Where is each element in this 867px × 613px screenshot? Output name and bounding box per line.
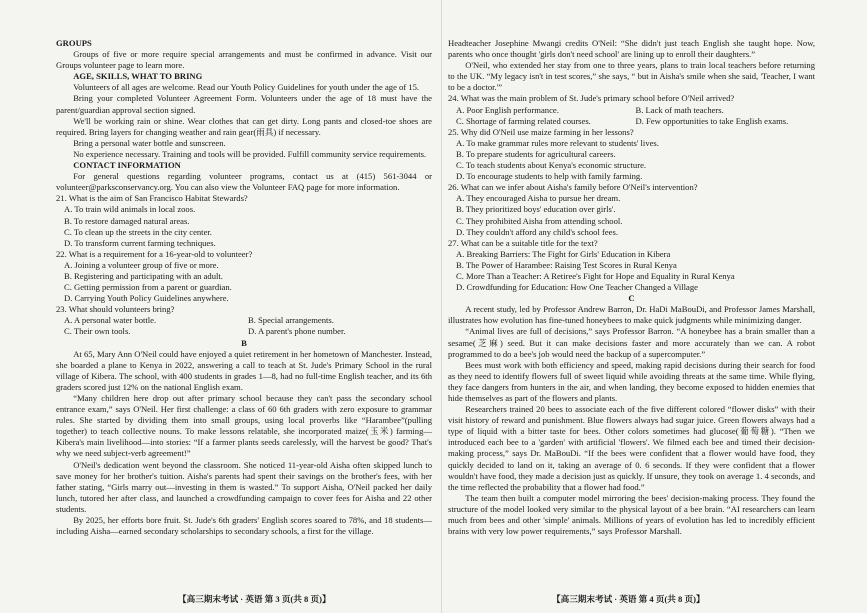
option-text: A. Poor English performance. xyxy=(456,104,559,115)
section-heading: GROUPS xyxy=(56,38,92,48)
option-text: C. Shortage of farming related courses. xyxy=(456,115,591,126)
paragraph: The team then built a computer model mirroring the bees' decision-making process. They found the structure of the model looked very similar to the physical layout of a bee brain. “AI researchers can learn much from bees and other 'simple' animals. Millions of years of evolution has led to incredibly efficient brains with very low power requirements,” says Professor Marshall. xyxy=(448,492,815,537)
option-text: B. Registering and participating with an adult. xyxy=(64,270,223,281)
option-text: A. Breaking Barriers: The Fight for Girls' Education in Kibera xyxy=(456,248,671,259)
paragraph: We'll be working rain or shine. Wear clothes that can get dirty. Long pants and closed-toe shoes are required. Bring layers for changing weather and rain gear(雨具) if necessary. xyxy=(56,115,432,137)
paragraph: Bring your completed Volunteer Agreement Form. Volunteers under the age of 18 must have the parent/guardian approval section signed. xyxy=(56,93,432,115)
paragraph: Bring a personal water bottle and sunscreen. xyxy=(73,137,226,148)
paragraph: Groups of five or more require special arrangements and must be confirmed in advance. Visit our Groups volunteer page to learn more. xyxy=(56,49,432,71)
paragraph: At 65, Mary Ann O'Neil could have enjoyed a quiet retirement in her hometown of Manchester. Instead, she boarded a plane to Kenya in 2022, answering a call to teach at St. Jude's Primary School in the rural village of Kibera. The school, with 400 students in grades 1—8, had no full-time English teacher, and its 6th graders scored just 12% on the national English exam. xyxy=(56,348,432,392)
page-fold-divider xyxy=(441,0,442,613)
paragraph: Volunteers of all ages are welcome. Read our Youth Policy Guidelines for youth under the age of 15. xyxy=(73,82,420,93)
option-text: A. They encouraged Aisha to pursue her dream. xyxy=(456,193,621,204)
option-text: D. Few opportunities to take English exams. xyxy=(635,115,789,126)
paragraph: No experience necessary. Training and tools will be provided. Fulfill community service requirements. xyxy=(73,148,427,159)
question: 25. Why did O'Neil use maize farming in her lessons? xyxy=(448,126,634,137)
question: 23. What should volunteers bring? xyxy=(56,304,175,315)
paragraph: “Animal lives are full of decisions,” says Professor Barron. “A honeybee has a brain smaller than a sesame(芝麻) seed. But it can make decisions faster and more accurately than we can. A robot programmed to do a bee's job would need the backup of a supercomputer.” xyxy=(448,326,815,359)
option-text: D. Crowdfunding for Education: How One Teacher Changed a Village xyxy=(456,282,698,293)
option-text: D. To encourage students to help with family farming. xyxy=(456,171,643,182)
left-page-footer: 【高三期末考试 · 英语 第 3 页(共 8 页)】 xyxy=(178,594,331,604)
left-column xyxy=(56,38,432,585)
option-text: C. To teach students about Kenya's economic structure. xyxy=(456,160,647,171)
passage-label: C xyxy=(628,293,635,304)
paragraph: Headteacher Josephine Mwangi credits O'Neil: “She didn't just teach English she taught hope. Now, parents who once thought 'girls don't need school' are lining up to enroll their daughters.” xyxy=(448,38,815,60)
question: 22. What is a requirement for a 16-year-old to volunteer? xyxy=(56,248,253,259)
option-text: C. They prohibited Aisha from attending school. xyxy=(456,215,623,226)
option-text: B. Special arrangements. xyxy=(248,315,334,326)
question: 24. What was the main problem of St. Jude's primary school before O'Neil arrived? xyxy=(448,93,735,104)
option-text: A. To train wild animals in local zoos. xyxy=(64,204,196,215)
paragraph: O'Neil, who extended her stay from one to three years, plans to train local teachers before returning to the UK. “My legacy isn't in test scores,” she says, “ but in Aisha's smile when she said, 'Teacher, I want to be a doctor.'” xyxy=(448,60,815,93)
option-text: B. They prioritized boys' education over girls'. xyxy=(456,204,616,215)
option-row xyxy=(56,326,432,337)
option-text: A. A personal water bottle. xyxy=(64,315,157,326)
option-row xyxy=(56,315,432,326)
option-row xyxy=(448,105,815,116)
option-text: D. Carrying Youth Policy Guidelines anywhere. xyxy=(64,293,229,304)
option-text: A. To make grammar rules more relevant to students' lives. xyxy=(456,137,659,148)
section-heading: CONTACT INFORMATION xyxy=(73,160,181,171)
passage-label: B xyxy=(241,337,247,348)
option-text: A. Joining a volunteer group of five or more. xyxy=(64,259,219,270)
paragraph: A recent study, led by Professor Andrew Barron, Dr. HaDi MaBouDi, and Professor James Marshall, illustrates how evolution has fine-tuned honeybees to make quick judgments while minimizing danger. xyxy=(448,304,815,326)
option-text: D. To transform current farming techniques. xyxy=(64,237,216,248)
question: 26. What can we infer about Aisha's family before O'Neil's intervention? xyxy=(448,182,698,193)
right-column xyxy=(448,38,815,585)
paragraph: O'Neil's dedication went beyond the classroom. She noticed 11-year-old Aisha often skipped lunch to save money for her brother's tuition. Aisha's parents had spent their savings on the brother's fees, with her father stating, “Girls marry out—investing in them is wasted.” To support Aisha, O'Neil packed her daily lunch, tutored her after class, and launched a crowdfunding campaign to cover fees for Aisha and 22 other students. xyxy=(56,459,432,514)
paragraph: Researchers trained 20 bees to associate each of the five different colored “flower disks” with their visit history of reward and punishment. Blue flowers always had sugar juice. Green flowers always had a type of liquid with a bitter taste for bees. Other colors sometimes had glucose(葡萄糖). “Then we introduced each bee to a 'garden' with artificial 'flowers'. We filmed each bee and timed their decision-making process,” says Dr. MaBouDi. “If the bees were confident that a flower would have food, they quickly decided to land on it, taking an average of 0. 6 seconds. If they were confident that a flower wouldn't have food, they made a decision just as quickly. If unsure, they took on average 1. 4 seconds, and the time reflected the probability that a flower had food.” xyxy=(448,404,815,492)
paragraph: “Many children here drop out after primary school because they can't pass the secondary school entrance exam,” says O'Neil. Her first challenge: a class of 60 6th graders with zero exposure to grammar rules. She started by dividing them into small groups, using local proverbs like “Harambee”(pulling together) to teach collective nouns. To make lessons relatable, she incorporated maize(玉米) farming—Kibera's main livelihood—into stories: “If a farmer plants seeds carelessly, will the harvest be good? That's why we need subject-verb agreement!” xyxy=(56,393,432,459)
paragraph: Bees must work with both efficiency and speed, making rapid decisions during their search for food as they need to identify flowers full of sweet liquid while avoiding threats at the same time. While flying, they face dangers from hunters in the air, and when landing, they become exposed to hidden enemies that hide themselves as part of the flowers and plants. xyxy=(448,359,815,403)
option-text: B. The Power of Harambee: Raising Test Scores in Rural Kenya xyxy=(456,259,677,270)
option-text: C. Their own tools. xyxy=(64,326,131,337)
paragraph: By 2025, her efforts bore fruit. St. Jude's 6th graders' English scores soared to 78%, and 18 students—including Aisha—earned secondary scholarships to secondary schools, a first for the village. xyxy=(56,515,432,537)
question: 27. What can be a suitable title for the text? xyxy=(448,237,598,248)
option-text: B. To restore damaged natural areas. xyxy=(64,215,190,226)
paragraph: For general questions regarding volunteer programs, contact us at (415) 561-3044 or volunteer@parksconservancy.org. You can also view the Volunteer FAQ page for more information. xyxy=(56,171,432,193)
option-text: B. Lack of math teachers. xyxy=(635,104,724,115)
option-row xyxy=(448,116,815,127)
option-text: D. They couldn't afford any child's school fees. xyxy=(456,226,618,237)
option-text: C. To clean up the streets in the city center. xyxy=(64,226,212,237)
right-page-footer: 【高三期末考试 · 英语 第 4 页(共 8 页)】 xyxy=(552,594,705,604)
question: 21. What is the aim of San Francisco Habitat Stewards? xyxy=(56,193,248,204)
option-text: D. A parent's phone number. xyxy=(248,326,346,337)
section-heading: AGE, SKILLS, WHAT TO BRING xyxy=(73,71,203,82)
option-text: C. More Than a Teacher: A Retiree's Fight for Hope and Equality in Rural Kenya xyxy=(456,270,735,281)
option-text: B. To prepare students for agricultural careers. xyxy=(456,148,616,159)
option-text: C. Getting permission from a parent or guardian. xyxy=(64,282,232,293)
